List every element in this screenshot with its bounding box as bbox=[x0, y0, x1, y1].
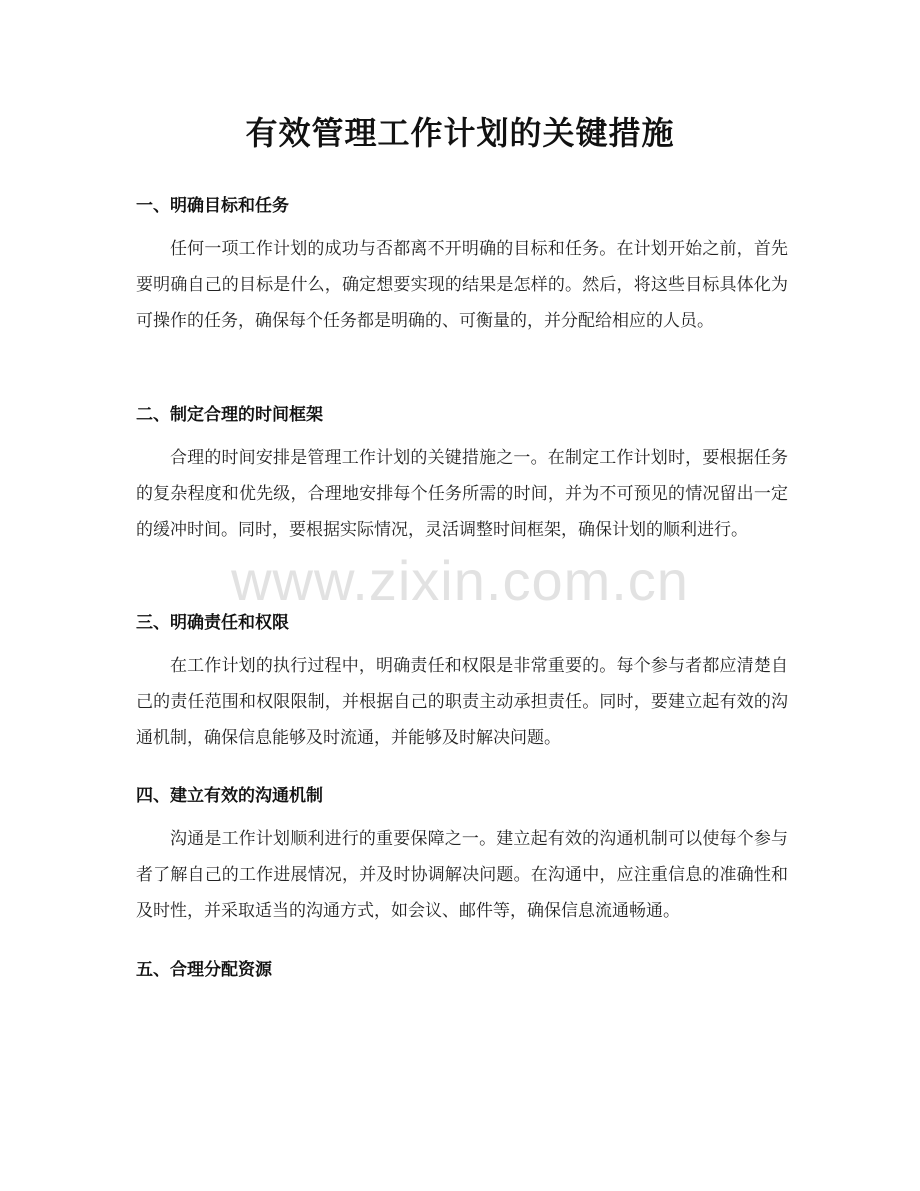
section-4-heading: 四、建立有效的沟通机制 bbox=[136, 786, 323, 806]
section-4-paragraph: 沟通是工作计划顺利进行的重要保障之一。建立起有效的沟通机制可以使每个参与者了解自己的工作进展情况，并及时协调解决问题。在沟通中，应注重信息的准确性和及时性，并采取适当的沟通方式，如会议、邮件等，确保信息流通畅通。 bbox=[136, 829, 788, 921]
watermark: www.zixin.com.cn bbox=[231, 549, 689, 612]
section-2-paragraph: 合理的时间安排是管理工作计划的关键措施之一。在制定工作计划时，要根据任务的复杂程度和优先级，合理地安排每个任务所需的时间，并为不可预见的情况留出一定的缓冲时间。同时，要根据实际情况，灵活调整时间框架，确保计划的顺利进行。 bbox=[136, 448, 788, 540]
section-1-heading: 一、明确目标和任务 bbox=[136, 196, 289, 216]
section-3-paragraph: 在工作计划的执行过程中，明确责任和权限是非常重要的。每个参与者都应清楚自己的责任范围和权限限制，并根据自己的职责主动承担责任。同时，要建立起有效的沟通机制，确保信息能够及时流通，并能够及时解决问题。 bbox=[136, 656, 788, 748]
section-2-heading: 二、制定合理的时间框架 bbox=[136, 405, 323, 425]
section-5-heading: 五、合理分配资源 bbox=[136, 960, 272, 980]
document-title: 有效管理工作计划的关键措施 bbox=[245, 114, 675, 152]
section-1-paragraph: 任何一项工作计划的成功与否都离不开明确的目标和任务。在计划开始之前，首先要明确自己的目标是什么，确定想要实现的结果是怎样的。然后，将这些目标具体化为可操作的任务，确保每个任务都是明确的、可衡量的，并分配给相应的人员。 bbox=[136, 239, 788, 331]
section-3-heading: 三、明确责任和权限 bbox=[136, 613, 289, 633]
